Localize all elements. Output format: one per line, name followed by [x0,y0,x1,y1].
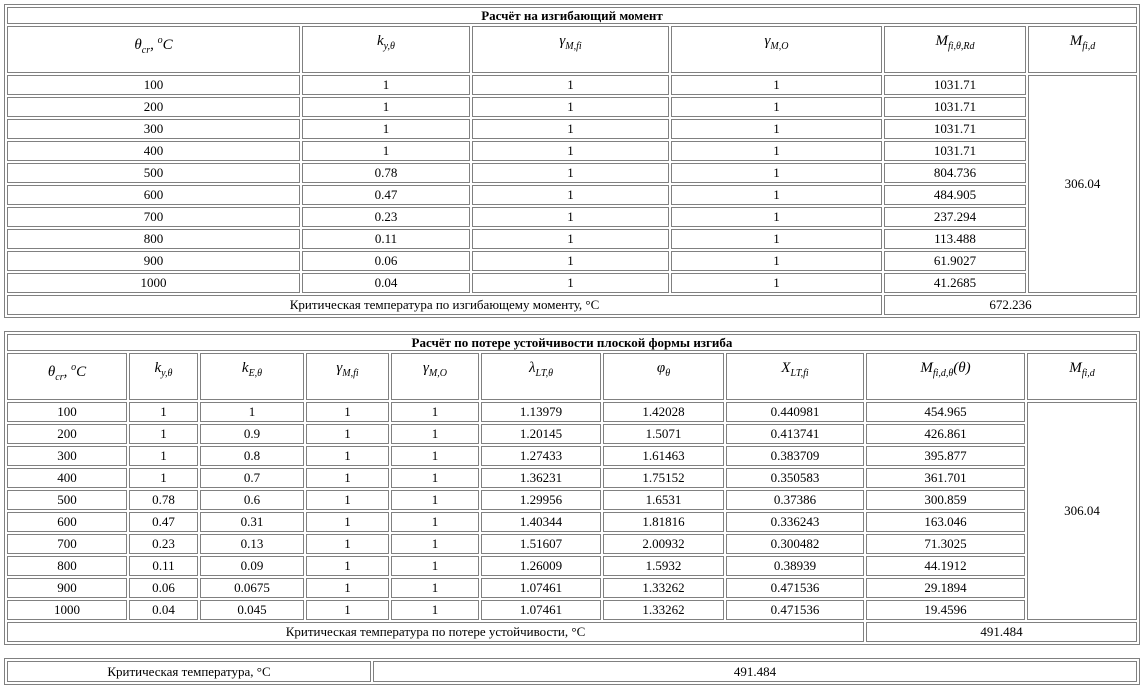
table-cell: 1 [671,251,882,271]
column-header [302,26,470,73]
table-cell: 100 [7,75,300,95]
header-subscript: M,fi [342,368,359,379]
table-cell: 484.905 [884,185,1026,205]
header-symbol: M [920,360,933,376]
table-cell: 0.04 [129,600,198,620]
table-cell: 1 [306,402,389,422]
table-cell: 1 [391,424,479,444]
table-cell: 44.1912 [866,556,1025,576]
table-row [7,556,1137,576]
table-cell: 71.3025 [866,534,1025,554]
table-cell: 0.11 [129,556,198,576]
table-cell: 1 [472,97,669,117]
table-row [7,600,1137,620]
table-cell: 1 [306,446,389,466]
table-cell: 200 [7,424,127,444]
table-cell: 0.78 [302,163,470,183]
header-symbol: λ [528,360,536,376]
table-cell: 1 [391,468,479,488]
table-cell: 237.294 [884,207,1026,227]
table-cell: 800 [7,229,300,249]
table-cell: 600 [7,512,127,532]
table-row [7,490,1137,510]
header-subscript: LT,θ [535,368,554,379]
table-cell: 1031.71 [884,75,1026,95]
header-superscript: o [157,35,163,46]
table-cell: 900 [7,251,300,271]
column-header [391,353,479,400]
header-symbol: k [241,360,249,376]
table-cell: 300 [7,446,127,466]
table-cell: 1 [129,468,198,488]
header-symbol: k [154,360,162,376]
table-cell: 300.859 [866,490,1025,510]
table-cell: 0.13 [200,534,304,554]
table-cell: 700 [7,534,127,554]
table-cell: 1 [306,424,389,444]
table-cell: 1 [391,600,479,620]
header-symbol: γ [559,33,566,49]
table-cell: 1 [671,163,882,183]
header-subscript: M,O [770,41,789,52]
header-symbol: M [1069,360,1082,376]
table-cell: 0.471536 [726,578,864,598]
table-cell: 0.38939 [726,556,864,576]
header-subscript: fi,d [1081,368,1095,379]
table-cell: 1 [306,578,389,598]
table-cell: 1 [671,141,882,161]
column-header [726,353,864,400]
table-cell: 1031.71 [884,141,1026,161]
column-header [884,26,1026,73]
header-separator: , [63,364,72,380]
header-subscript: fi,d,θ [932,368,954,379]
table-cell: 1 [391,490,479,510]
table-cell: 1.6531 [603,490,724,510]
stability-table-wrapper [4,331,1140,645]
table-cell: 0.7 [200,468,304,488]
table-cell: 500 [7,490,127,510]
summary-table [5,659,1139,684]
header-subscript: E,θ [248,368,263,379]
table-cell: 0.9 [200,424,304,444]
table-cell: 1 [391,402,479,422]
stability-critical-temperature-row [7,622,1137,642]
column-header [306,353,389,400]
moment-critical-temperature-value: 672.236 [884,295,1137,315]
table-cell: 1 [302,119,470,139]
table-cell: 0.47 [129,512,198,532]
column-header [481,353,601,400]
table-cell: 1031.71 [884,119,1026,139]
table-cell: 1 [302,141,470,161]
table-cell: 1.07461 [481,600,601,620]
table-cell: 1.61463 [603,446,724,466]
table-cell: 1.13979 [481,402,601,422]
table-cell: 0.045 [200,600,304,620]
table-cell: 500 [7,163,300,183]
table-cell: 1 [306,468,389,488]
table-cell: 1031.71 [884,97,1026,117]
moment-table-header-row [7,26,1137,73]
table-cell: 1 [391,446,479,466]
column-header [7,353,127,400]
summary-table-wrapper [4,658,1140,685]
header-symbol: M [935,33,948,49]
header-symbol: γ [336,360,343,376]
table-cell: 800 [7,556,127,576]
table-row [7,402,1137,422]
header-superscript: o [71,362,77,373]
table-row [7,534,1137,554]
table-cell: 0.78 [129,490,198,510]
table-cell: 113.488 [884,229,1026,249]
table-cell: 454.965 [866,402,1025,422]
stability-critical-temperature-value: 491.484 [866,622,1137,642]
table-cell: 361.701 [866,468,1025,488]
table-cell: 0.23 [302,207,470,227]
table-cell: 400 [7,468,127,488]
stability-design-value: 306.04 [1027,402,1137,620]
header-symbol: θ [134,37,142,53]
header-symbol: M [1069,33,1083,49]
table-cell: 1.33262 [603,600,724,620]
table-cell: 1.51607 [481,534,601,554]
table-cell: 1.5071 [603,424,724,444]
table-cell: 2.00932 [603,534,724,554]
column-header [603,353,724,400]
table-cell: 0.06 [302,251,470,271]
table-cell: 1 [306,490,389,510]
table-cell: 804.736 [884,163,1026,183]
table-cell: 61.9027 [884,251,1026,271]
table-cell: 1 [391,578,479,598]
table-cell: 41.2685 [884,273,1026,293]
header-symbol: φ [656,360,666,376]
header-subscript: fi,θ,Rd [947,41,975,52]
table-row [7,512,1137,532]
moment-table-title: Расчёт на изгибающий момент [7,7,1137,24]
table-cell: 426.861 [866,424,1025,444]
table-cell: 200 [7,97,300,117]
table-cell: 1 [472,207,669,227]
table-cell: 1 [306,600,389,620]
table-row [7,468,1137,488]
table-row [7,185,1137,205]
table-cell: 19.4596 [866,600,1025,620]
table-cell: 1 [671,229,882,249]
column-header [866,353,1025,400]
table-cell: 1 [472,273,669,293]
table-row [7,207,1137,227]
table-row [7,251,1137,271]
stability-critical-temperature-label: Критическая температура по потере устойчивости, °C [7,622,864,642]
table-cell: 1000 [7,600,127,620]
table-cell: 1.27433 [481,446,601,466]
table-cell: 1 [472,141,669,161]
header-tail: C [76,364,87,380]
table-cell: 1 [306,534,389,554]
column-header [200,353,304,400]
table-cell: 1.40344 [481,512,601,532]
header-symbol: k [377,33,384,49]
table-cell: 1 [472,119,669,139]
column-header [671,26,882,73]
table-cell: 600 [7,185,300,205]
header-symbol: θ [47,364,56,380]
stability-table [5,332,1139,644]
header-symbol: γ [764,33,771,49]
table-cell: 0.440981 [726,402,864,422]
header-symbol: X [781,360,791,376]
table-cell: 0.06 [129,578,198,598]
moment-table [5,5,1139,317]
table-cell: 1 [671,75,882,95]
column-header [1028,26,1137,73]
table-row [7,578,1137,598]
table-cell: 1 [129,402,198,422]
table-cell: 1 [302,97,470,117]
table-cell: 1 [200,402,304,422]
table-cell: 29.1894 [866,578,1025,598]
table-row [7,97,1137,117]
table-cell: 0.47 [302,185,470,205]
table-cell: 100 [7,402,127,422]
table-cell: 0.300482 [726,534,864,554]
table-cell: 0.6 [200,490,304,510]
table-cell: 0.37386 [726,490,864,510]
header-subscript: cr [141,45,151,56]
table-cell: 0.413741 [726,424,864,444]
table-cell: 163.046 [866,512,1025,532]
table-cell: 1 [391,534,479,554]
table-cell: 1.42028 [603,402,724,422]
table-cell: 1 [472,185,669,205]
table-cell: 1 [472,229,669,249]
table-cell: 1.29956 [481,490,601,510]
table-cell: 1.81816 [603,512,724,532]
table-cell: 1 [472,251,669,271]
table-cell: 1000 [7,273,300,293]
header-tail: C [162,37,173,53]
table-cell: 1.33262 [603,578,724,598]
table-cell: 1.20145 [481,424,601,444]
header-tail: (θ) [953,360,971,376]
table-cell: 1 [671,185,882,205]
table-cell: 1 [391,512,479,532]
column-header [472,26,669,73]
header-subscript: cr [55,372,64,383]
table-row [7,119,1137,139]
table-cell: 1 [129,446,198,466]
moment-critical-temperature-row [7,295,1137,315]
table-cell: 700 [7,207,300,227]
table-cell: 1 [671,119,882,139]
header-subscript: M,O [428,368,447,379]
table-cell: 400 [7,141,300,161]
table-row [7,273,1137,293]
moment-design-value: 306.04 [1028,75,1137,293]
header-subscript: M,fi [565,41,582,52]
moment-table-wrapper [4,4,1140,318]
column-header [7,26,300,73]
column-header [129,353,198,400]
table-cell: 1 [671,273,882,293]
table-row [7,229,1137,249]
table-cell: 1 [472,75,669,95]
table-cell: 1 [302,75,470,95]
table-cell: 0.383709 [726,446,864,466]
moment-critical-temperature-label: Критическая температура по изгибающему моменту, °C [7,295,882,315]
header-subscript: y,θ [161,368,173,379]
table-cell: 1 [306,512,389,532]
table-cell: 1 [391,556,479,576]
summary-value: 491.484 [373,661,1137,682]
table-cell: 0.0675 [200,578,304,598]
header-symbol: γ [423,360,429,376]
table-cell: 300 [7,119,300,139]
table-cell: 0.11 [302,229,470,249]
table-cell: 0.350583 [726,468,864,488]
header-subscript: y,θ [383,41,395,52]
table-cell: 1.5932 [603,556,724,576]
header-subscript: θ [665,368,671,379]
table-row [7,424,1137,444]
table-cell: 0.31 [200,512,304,532]
table-cell: 395.877 [866,446,1025,466]
summary-label: Критическая температура, °C [7,661,371,682]
stability-table-header-row [7,353,1137,400]
table-cell: 1.07461 [481,578,601,598]
table-cell: 1 [671,97,882,117]
header-subscript: fi,d [1082,41,1096,52]
header-subscript: LT,fi [790,368,809,379]
table-cell: 0.04 [302,273,470,293]
table-cell: 0.336243 [726,512,864,532]
table-cell: 900 [7,578,127,598]
table-cell: 1 [671,207,882,227]
table-cell: 1 [306,556,389,576]
header-separator: , [150,37,158,53]
table-cell: 0.23 [129,534,198,554]
table-cell: 1 [129,424,198,444]
stability-table-title: Расчёт по потере устойчивости плоской формы изгиба [7,334,1137,351]
table-cell: 1.26009 [481,556,601,576]
table-row [7,446,1137,466]
table-cell: 1.36231 [481,468,601,488]
table-row [7,141,1137,161]
column-header [1027,353,1137,400]
table-cell: 1 [472,163,669,183]
table-cell: 0.09 [200,556,304,576]
table-row [7,75,1137,95]
table-cell: 1.75152 [603,468,724,488]
table-cell: 0.8 [200,446,304,466]
table-cell: 0.471536 [726,600,864,620]
table-row [7,163,1137,183]
